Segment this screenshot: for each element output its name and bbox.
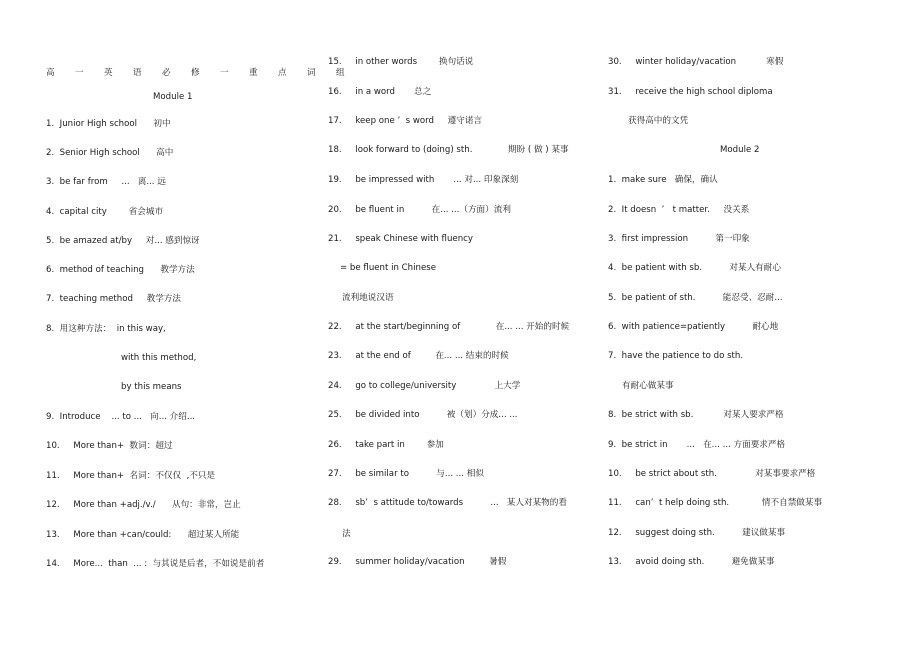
vocab-item: 10. More than+ 数词：超过 [46, 441, 173, 451]
vocab-continuation: with this method, [121, 353, 197, 363]
vocab-item: 21. speak Chinese with fluency [328, 234, 473, 244]
vocab-item: 13. More than +can/could: 超过某人所能 [46, 530, 240, 540]
vocab-continuation: = be fluent in Chinese [340, 263, 436, 273]
vocab-item: 17. keep one ’ s word 遵守诺言 [328, 116, 483, 126]
vocab-item: 6. with patience=patiently 耐心地 [608, 322, 779, 332]
module-2-heading: Module 2 [720, 145, 760, 155]
vocab-item: 26. take part in 参加 [328, 440, 444, 450]
vocab-item: 9. Introduce ... to ... 向... 介绍... [46, 412, 196, 422]
vocab-item: 20. be fluent in 在... ...（方面）流利 [328, 205, 511, 215]
vocab-item: 5. be patient of sth. 能忍受、忍耐... [608, 293, 783, 303]
vocab-continuation: 有耐心做某事 [622, 381, 674, 391]
vocab-item: 28. sb’ s attitude to/towards ... 某人对某物的看 [328, 498, 567, 508]
vocab-item: 11. More than+ 名词：不仅仅 ,不只是 [46, 471, 216, 481]
vocab-item: 4. capital city 省会城市 [46, 207, 164, 217]
vocab-item: 3. first impression 第一印象 [608, 234, 750, 244]
vocab-item: 29. summer holiday/vacation 暑假 [328, 557, 507, 567]
module-1-heading: Module 1 [153, 92, 193, 102]
vocab-item: 23. at the end of 在... ... 结束的时候 [328, 351, 509, 361]
vocab-item: 10. be strict about sth. 对某事要求严格 [608, 469, 816, 479]
vocab-item: 27. be similar to 与... ... 相似 [328, 469, 484, 479]
vocab-item: 25. be divided into 被（划）分成... ... [328, 410, 518, 420]
vocab-item: 12. More than +adj./v./ 从句：非常，岂止 [46, 500, 241, 510]
vocab-item: 8. 用这种方法： in this way, [46, 324, 166, 334]
vocab-item: 4. be patient with sb. 对某人有耐心 [608, 263, 781, 273]
vocab-item: 9. be strict in ... 在... ... 方面要求严格 [608, 440, 786, 450]
vocab-item: 1. make sure 确保，确认 [608, 175, 718, 185]
vocab-item: 16. in a word 总之 [328, 87, 432, 97]
vocab-item: 24. go to college/university 上大学 [328, 381, 521, 391]
vocab-item: 5. be amazed at/by 对... 感到惊讶 [46, 236, 200, 246]
vocab-item: 13. avoid doing sth. 避免做某事 [608, 557, 775, 567]
vocab-item: 1. Junior High school 初中 [46, 119, 171, 129]
vocab-item: 19. be impressed with ... 对... 印象深刻 [328, 175, 519, 185]
vocab-item: 15. in other words 换句话说 [328, 57, 474, 67]
vocab-item: 6. method of teaching 教学方法 [46, 265, 195, 275]
vocab-item: 3. be far from ... 离... 远 [46, 177, 166, 187]
vocab-continuation: by this means [121, 382, 182, 392]
vocab-item: 30. winter holiday/vacation 寒假 [608, 57, 784, 67]
vocab-item: 7. have the patience to do sth. [608, 351, 744, 361]
vocab-item: 2. Senior High school 高中 [46, 148, 174, 158]
vocab-item: 12. suggest doing sth. 建议做某事 [608, 528, 786, 538]
vocab-continuation: 法 [342, 529, 351, 539]
vocab-item: 18. look forward to (doing) sth. 期盼 ( 做 ) 某事 [328, 145, 569, 155]
vocab-continuation: 获得高中的文凭 [628, 116, 689, 126]
document-title: 高一英语必修一重点词组 [46, 68, 365, 78]
vocab-item: 31. receive the high school diploma [608, 87, 773, 97]
vocab-item: 22. at the start/beginning of 在... ... 开始的时候 [328, 322, 570, 332]
vocab-continuation: 流利地说汉语 [342, 293, 394, 303]
vocab-item: 14. More... than ... : 与其说是后者，不如说是前者 [46, 559, 265, 569]
vocab-item: 7. teaching method 教学方法 [46, 294, 181, 304]
vocab-item: 11. can’ t help doing sth. 情不自禁做某事 [608, 498, 823, 508]
vocab-item: 2. It doesn ’ t matter. 没关系 [608, 205, 750, 215]
vocab-item: 8. be strict with sb. 对某人要求严格 [608, 410, 784, 420]
